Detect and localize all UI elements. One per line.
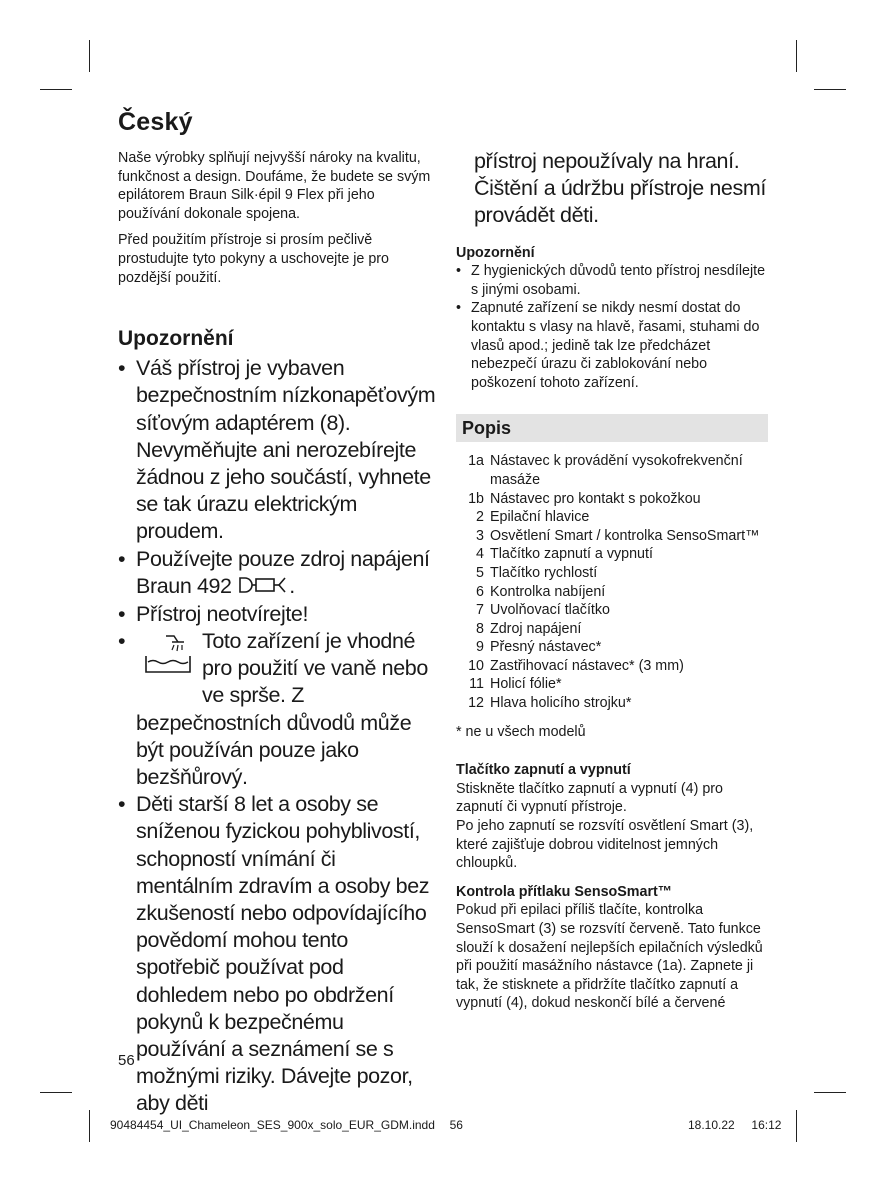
crop-mark-top-right — [796, 40, 797, 72]
part-item: 5 Tlačítko rychlostí — [476, 564, 598, 581]
warning-heading: Upozornění — [118, 327, 234, 351]
footnote: * ne u všech modelů — [456, 723, 586, 740]
warning-continued: přístroj nepoužívaly na hraní. Čištění a údržbu přístroje nesmí provádět děti. — [474, 149, 766, 228]
warning-item-2: • Používejte pouze zdroj napájení Braun 492 . — [118, 546, 436, 601]
bullet: • — [456, 263, 462, 280]
part-item: 1a Nástavec k provádění vysokofrekvenční masáže — [468, 453, 743, 488]
bullet: • — [118, 356, 126, 381]
on-off-text-1: Stiskněte tlačítko zapnutí a vypnutí (4) pro zapnutí či vypnutí přístroje. — [456, 780, 724, 816]
description-heading: Popis — [456, 414, 768, 442]
small-warning-list — [456, 262, 770, 392]
bullet: • — [118, 628, 126, 653]
small-warning-item-2: • Zapnuté zařízení se nikdy nesmí dostat do kontaktu s vlasy na hlavě, řasami, stuhami do vlasů apod.; jedině tak lze předcházet nebezpečí úrazu či zablokování nebo poškození tohoto zařízení. — [456, 300, 760, 391]
bullet: • — [118, 601, 126, 626]
power-supply-symbol-icon — [237, 574, 289, 601]
warning-item-1: • Váš přístroj je vybaven bezpečnostním nízkonapěťovým síťovým adaptérem (8). Nevyměňujte ani nerozebírejte žádnou z jeho součástí, vyhnete se tak úrazu elektrickým proudem. — [118, 356, 436, 544]
footer-time: 16:12 — [751, 1118, 782, 1132]
small-warning-heading: Upozornění — [456, 244, 535, 261]
footer-datetime — [688, 1118, 781, 1132]
parts-list — [456, 452, 770, 712]
right-column — [456, 148, 770, 1013]
part-item: 1b Nástavec pro kontakt s pokožkou — [468, 490, 701, 507]
intro-paragraph-1: Naše výrobky splňují nejvyšší nároky na kvalitu, funkčnost a design. Doufáme, že budete se svým epilátorem Braun Silk·épil 9 Flex při jeho používání dokonale spojena. — [118, 150, 431, 222]
part-item: 12 Hlava holicího strojku* — [468, 695, 632, 712]
part-item: 8 Zdroj napájení — [476, 620, 582, 637]
crop-mark-bottom-left — [89, 1110, 90, 1142]
bullet: • — [118, 792, 126, 817]
bath-shower-symbol-icon — [144, 632, 192, 683]
crop-mark-bottom-left-h — [40, 1092, 72, 1093]
warning-item-3: • Přístroj neotvírejte! — [118, 601, 436, 628]
bullet: • — [118, 546, 126, 571]
crop-mark-top-left-h — [40, 89, 72, 90]
sensosmart-heading: Kontrola přítlaku SensoSmart™ — [456, 883, 673, 900]
part-item: 2 Epilační hlavice — [476, 509, 590, 526]
page-number: 56 — [118, 1052, 135, 1069]
sensosmart-text: Pokud při epilaci příliš tlačíte, kontrolka SensoSmart (3) se rozsvítí červeně. Tato funkce slouží k dosažení nejlepších epilačních výsledků při použití masážního nástavce (1a). Zapnete ji tak, že stisknete a přidržíte tlačítko zapnutí a vypnutí (4), dokud neskončí bílé a červené — [456, 902, 763, 1012]
intro-paragraph-2: Před použitím přístroje si prosím pečlivě prostudujte tyto pokyny a uschovejte je pro pozdější použití. — [118, 232, 390, 286]
intro — [118, 149, 436, 287]
page-title: Český — [118, 108, 193, 136]
small-warning-item-1: • Z hygienických důvodů tento přístroj nesdílejte s jinými osobami. — [456, 263, 766, 298]
part-item: 10 Zastřihovací nástavec* (3 mm) — [468, 657, 684, 674]
bullet: • — [456, 300, 462, 317]
warning-list — [118, 355, 436, 1117]
part-item: 7 Uvolňovací tlačítko — [476, 602, 610, 619]
crop-mark-top-left — [89, 40, 90, 72]
on-off-heading: Tlačítko zapnutí a vypnutí — [456, 762, 631, 779]
crop-mark-top-right-h — [814, 89, 846, 90]
on-off-text-2: Po jeho zapnutí se rozsvítí osvětlení Smart (3), které zajišťuje dobrou viditelnost jemných chloupků. — [456, 818, 754, 872]
footer-page: 56 — [449, 1118, 463, 1132]
part-item: 11 Holicí fólie* — [469, 676, 562, 693]
footer-file — [110, 1118, 463, 1132]
footer-filename: 90484454_UI_Chameleon_SES_900x_solo_EUR_GDM.indd — [110, 1118, 435, 1132]
part-item: 9 Přesný nástavec* — [476, 639, 602, 656]
warning-item-5: • Děti starší 8 let a osoby se sníženou fyzickou pohyblivostí, schopností vnímání či mentálním zdravím a osoby bez zkušeností nebo odpovídajícího povědomí mohou tento spotřebič používat pod dohledem nebo po obdržení pokynů k bezpečnému používání a seznámení se s možnými riziky. Dávejte pozor, aby děti — [118, 792, 430, 1116]
crop-mark-bottom-right-h — [814, 1092, 846, 1093]
crop-mark-bottom-right — [796, 1110, 797, 1142]
footer-date: 18.10.22 — [688, 1118, 735, 1132]
part-item: 6 Kontrolka nabíjení — [476, 583, 606, 600]
left-column — [118, 108, 436, 1118]
part-item: 3 Osvětlení Smart / kontrolka SensoSmart™ — [476, 527, 760, 544]
warning-item-4: • Toto zařízení je vhodné pro použití ve vaně nebo ve sprše. Z bezpečnostních důvodů může být používán pouze jako bezšňůrový. — [118, 628, 428, 789]
part-item: 4 Tlačítko zapnutí a vypnutí — [476, 546, 653, 563]
